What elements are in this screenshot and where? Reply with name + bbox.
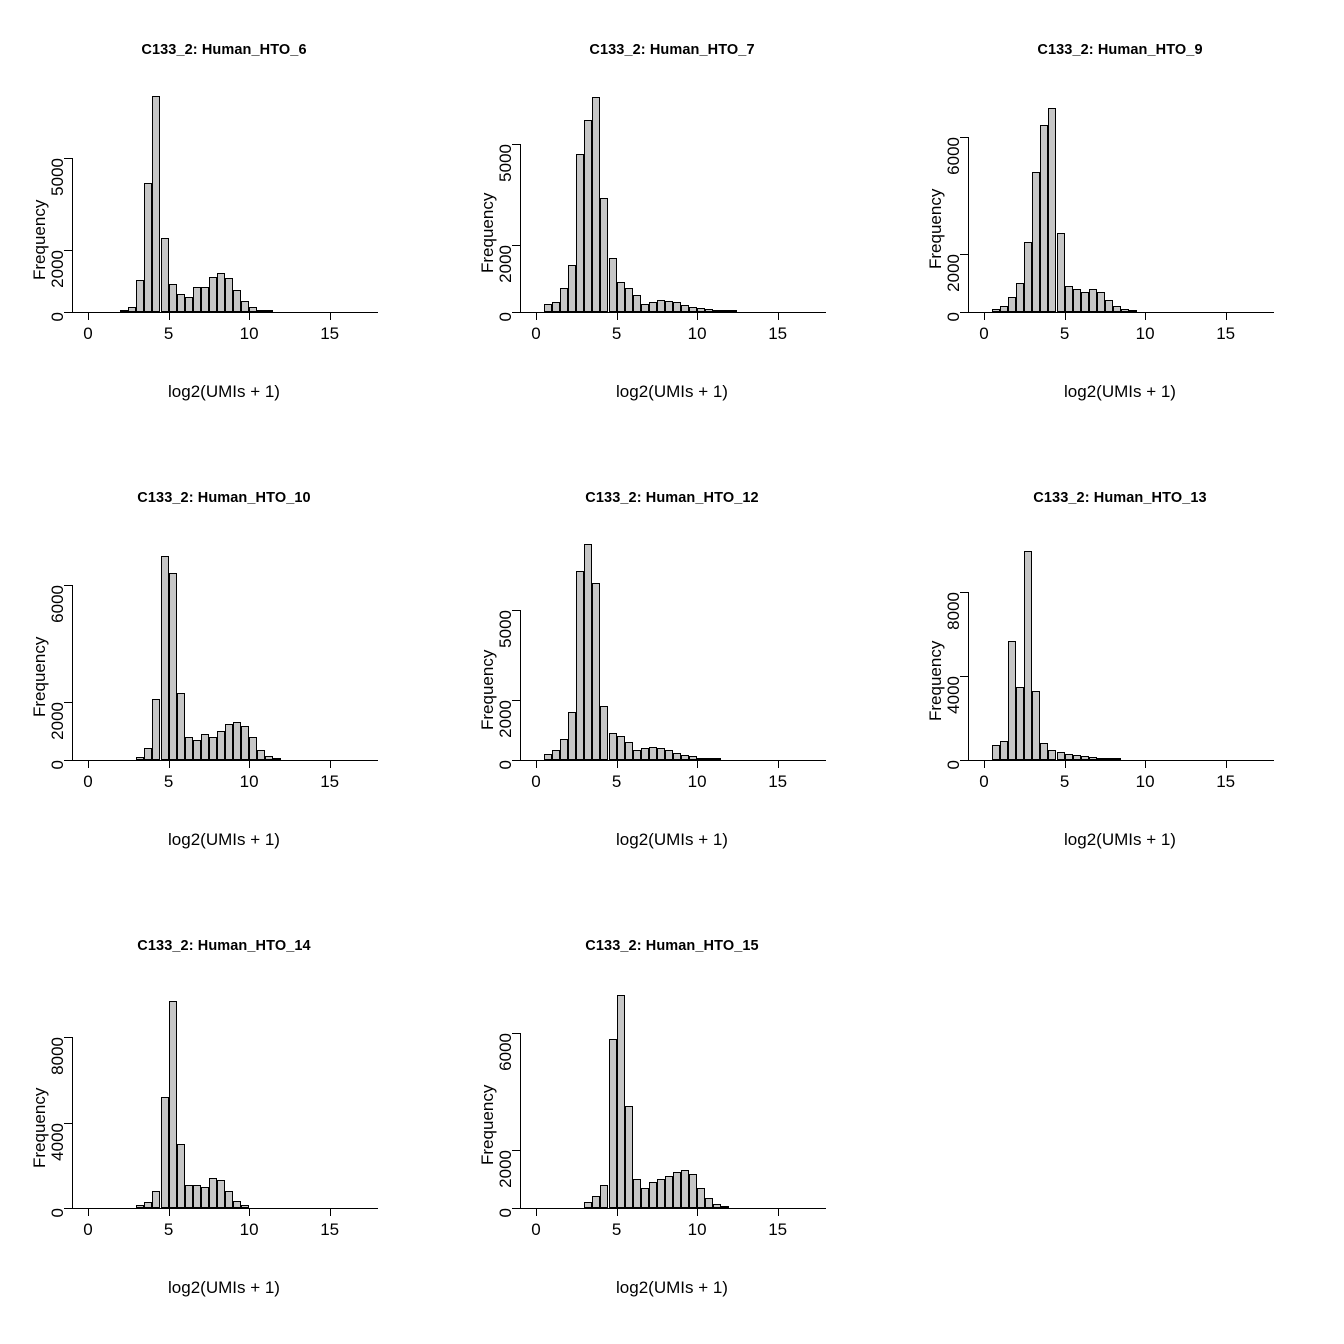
histogram-bar — [201, 1187, 209, 1208]
x-axis-tick-label: 5 — [163, 1220, 174, 1239]
y-axis-tick-label: 0 — [496, 312, 515, 322]
histogram-bar — [193, 287, 201, 312]
histogram-bar — [673, 1172, 681, 1209]
x-axis-tick — [249, 1208, 250, 1216]
x-axis-tick-label: 5 — [163, 324, 174, 343]
histogram-bar — [1016, 283, 1024, 312]
histogram-bar — [193, 1185, 201, 1208]
histogram-bar — [217, 731, 225, 760]
plot-area — [88, 90, 378, 312]
histogram-bar — [177, 294, 185, 313]
histogram-bar — [1065, 286, 1073, 312]
histogram-bar — [609, 733, 617, 760]
x-axis-tick-label: 10 — [239, 1220, 259, 1239]
x-axis-tick — [169, 1208, 170, 1216]
x-axis-tick-label: 15 — [768, 1220, 788, 1239]
histogram-panel — [448, 448, 896, 896]
y-axis-tick-label: 2000 — [496, 1149, 515, 1188]
histogram-bar — [1040, 743, 1048, 760]
x-axis-line — [72, 760, 378, 761]
histogram-bar — [665, 1176, 673, 1208]
x-axis-tick-label: 5 — [611, 324, 622, 343]
x-axis-tick-label: 5 — [163, 772, 174, 791]
x-axis-line — [968, 760, 1274, 761]
plot-area — [536, 986, 826, 1208]
x-axis-tick — [330, 1208, 331, 1216]
plot-area — [88, 538, 378, 760]
x-axis-tick — [1145, 760, 1146, 768]
x-axis-tick — [330, 760, 331, 768]
histogram-bar — [257, 750, 265, 760]
x-axis-tick-label: 10 — [687, 1220, 707, 1239]
x-axis-tick-label: 5 — [611, 772, 622, 791]
y-axis-tick-label: 6000 — [48, 584, 67, 623]
x-axis-tick — [1065, 760, 1066, 768]
histogram-bar — [600, 1185, 608, 1208]
histogram-bar — [617, 736, 625, 760]
x-axis-tick-label: 15 — [320, 324, 340, 343]
histogram-bar — [681, 1170, 689, 1208]
histogram-bar — [552, 750, 560, 761]
x-axis-tick — [88, 760, 89, 768]
y-axis-tick-label: 0 — [48, 1208, 67, 1218]
y-axis-line — [72, 158, 73, 312]
histogram-bar — [657, 748, 665, 760]
x-axis-tick-label: 10 — [687, 324, 707, 343]
y-axis-line — [72, 1037, 73, 1208]
y-axis-title: Frequency — [30, 637, 49, 718]
histogram-bar — [560, 739, 568, 760]
y-axis-tick-label: 6000 — [944, 136, 963, 175]
histogram-bar — [161, 556, 169, 760]
histogram-bar — [225, 1191, 233, 1208]
y-axis-line — [520, 610, 521, 760]
x-axis-line — [520, 312, 826, 313]
y-axis-tick-label: 4000 — [944, 676, 963, 715]
histogram-bar — [144, 748, 152, 760]
histogram-bar — [673, 302, 681, 312]
histogram-bar — [169, 573, 177, 760]
x-axis-title: log2(UMIs + 1) — [616, 1278, 728, 1297]
y-axis-title: Frequency — [478, 649, 497, 730]
panel-title: C133_2: Human_HTO_12 — [585, 490, 759, 506]
histogram-bar — [1048, 108, 1056, 312]
panel-title: C133_2: Human_HTO_10 — [137, 490, 311, 506]
histogram-bar — [201, 287, 209, 312]
plot-area — [536, 538, 826, 760]
x-axis-tick-label: 10 — [239, 772, 259, 791]
histogram-bar — [544, 304, 552, 312]
histogram-panel — [896, 0, 1344, 448]
histogram-bar — [617, 282, 625, 312]
x-axis-title: log2(UMIs + 1) — [168, 1278, 280, 1297]
x-axis-tick — [617, 312, 618, 320]
x-axis-tick-label: 0 — [979, 772, 989, 791]
y-axis-title: Frequency — [30, 1087, 49, 1168]
x-axis-tick — [778, 1208, 779, 1216]
plot-area — [88, 986, 378, 1208]
histogram-panel — [448, 0, 896, 448]
histogram-bar — [1081, 292, 1089, 312]
histogram-panel — [0, 896, 448, 1344]
histogram-bar — [584, 120, 592, 312]
histogram-bar — [568, 712, 576, 760]
x-axis-tick-label: 0 — [979, 324, 989, 343]
histogram-bar — [1073, 289, 1081, 312]
histogram-bar — [169, 284, 177, 312]
x-axis-tick-label: 10 — [1135, 324, 1155, 343]
x-axis-line — [520, 760, 826, 761]
x-axis-tick-label: 15 — [320, 1220, 340, 1239]
histogram-bar — [617, 995, 625, 1208]
x-axis-title: log2(UMIs + 1) — [1064, 382, 1176, 401]
panel-title: C133_2: Human_HTO_6 — [141, 42, 307, 58]
x-axis-tick-label: 0 — [83, 324, 93, 343]
histogram-bar — [568, 265, 576, 312]
y-axis-tick-label: 8000 — [48, 1037, 67, 1076]
histogram-bar — [592, 97, 600, 312]
histogram-bar — [649, 1182, 657, 1208]
histogram-bar — [681, 305, 689, 312]
y-axis-tick-label: 0 — [944, 312, 963, 322]
x-axis-tick — [249, 312, 250, 320]
y-axis-tick-label: 0 — [48, 312, 67, 322]
histogram-bar — [697, 1188, 705, 1208]
y-axis-tick-label: 5000 — [496, 143, 515, 182]
x-axis-tick-label: 15 — [768, 324, 788, 343]
histogram-bar — [609, 1039, 617, 1208]
x-axis-tick — [169, 760, 170, 768]
histogram-bar — [633, 1179, 641, 1208]
histogram-bar — [576, 154, 584, 312]
x-axis-tick-label: 15 — [1216, 772, 1236, 791]
histogram-bar — [1024, 242, 1032, 312]
x-axis-tick-label: 10 — [1135, 772, 1155, 791]
plot-area — [984, 538, 1274, 760]
panel-title: C133_2: Human_HTO_15 — [585, 938, 759, 954]
histogram-bar — [665, 301, 673, 312]
x-axis-tick — [697, 1208, 698, 1216]
histogram-bar — [649, 747, 657, 761]
histogram-bar — [144, 183, 152, 313]
histogram-bar — [152, 96, 160, 312]
histogram-bar — [576, 571, 584, 760]
histogram-bar — [689, 1174, 697, 1208]
histogram-bar — [209, 737, 217, 760]
x-axis-tick — [617, 1208, 618, 1216]
panel-title: C133_2: Human_HTO_7 — [589, 42, 755, 58]
y-axis-title: Frequency — [926, 640, 945, 722]
histogram-bar — [600, 198, 608, 312]
histogram-bar — [225, 724, 233, 761]
histogram-bar — [625, 1106, 633, 1208]
x-axis-tick — [330, 312, 331, 320]
x-axis-title: log2(UMIs + 1) — [616, 830, 728, 849]
histogram-bar — [233, 722, 241, 760]
x-axis-title: log2(UMIs + 1) — [168, 382, 280, 401]
y-axis-tick-label: 2000 — [48, 250, 67, 289]
y-axis-tick-label: 2000 — [496, 700, 515, 738]
histogram-bar — [1016, 687, 1024, 760]
x-axis-line — [72, 1208, 378, 1209]
x-axis-tick-label: 0 — [83, 772, 93, 791]
x-axis-tick — [617, 760, 618, 768]
x-axis-tick-label: 15 — [768, 772, 788, 791]
histogram-bar — [136, 280, 144, 312]
x-axis-tick — [1145, 312, 1146, 320]
y-axis-tick-label: 5000 — [496, 610, 515, 648]
y-axis-title: Frequency — [926, 189, 945, 270]
x-axis-tick — [1226, 312, 1227, 320]
x-axis-title: log2(UMIs + 1) — [1064, 830, 1176, 849]
histogram-bar — [633, 750, 641, 761]
x-axis-tick-label: 0 — [531, 772, 541, 791]
histogram-bar — [217, 1180, 225, 1208]
histogram-bar — [193, 740, 201, 760]
y-axis-title: Frequency — [30, 199, 49, 280]
histogram-bar — [169, 1001, 177, 1208]
x-axis-tick — [697, 760, 698, 768]
y-axis-tick-label: 2000 — [944, 253, 963, 292]
histogram-bar — [209, 277, 217, 312]
plot-area — [536, 90, 826, 312]
histogram-bar — [217, 273, 225, 312]
y-axis-tick-label: 0 — [496, 1208, 515, 1218]
histogram-bar — [641, 1188, 649, 1208]
histogram-bar — [673, 753, 681, 761]
y-axis-tick-label: 2000 — [48, 701, 67, 740]
y-axis-line — [520, 1033, 521, 1208]
y-axis-tick-label: 0 — [48, 760, 67, 770]
y-axis-tick-label: 5000 — [48, 157, 67, 196]
x-axis-tick-label: 10 — [687, 772, 707, 791]
histogram-panel — [896, 448, 1344, 896]
histogram-bar — [609, 258, 617, 312]
x-axis-tick-label: 15 — [320, 772, 340, 791]
y-axis-tick-label: 0 — [496, 760, 515, 770]
histogram-bar — [600, 706, 608, 760]
x-axis-tick-label: 10 — [239, 324, 259, 343]
x-axis-tick — [88, 1208, 89, 1216]
histogram-bar — [161, 1097, 169, 1208]
x-axis-tick-label: 0 — [83, 1220, 93, 1239]
histogram-bar — [1032, 691, 1040, 760]
x-axis-tick-label: 0 — [531, 324, 541, 343]
histogram-bar — [152, 699, 160, 760]
histogram-bar — [152, 1191, 160, 1208]
histogram-bar — [177, 693, 185, 760]
histogram-bar — [161, 238, 169, 312]
histogram-bar — [225, 278, 233, 312]
x-axis-line — [520, 1208, 826, 1209]
histogram-bar — [1040, 125, 1048, 312]
y-axis-title: Frequency — [478, 192, 497, 273]
plot-area — [984, 90, 1274, 312]
histogram-bar — [657, 1179, 665, 1208]
x-axis-tick — [536, 760, 537, 768]
x-axis-tick — [1065, 312, 1066, 320]
y-axis-line — [968, 592, 969, 760]
histogram-bar — [1057, 752, 1065, 760]
histogram-bar — [641, 304, 649, 312]
histogram-bar — [249, 737, 257, 760]
panel-title: C133_2: Human_HTO_9 — [1037, 42, 1203, 58]
x-axis-title: log2(UMIs + 1) — [616, 382, 728, 401]
histogram-bar — [705, 1198, 713, 1208]
histogram-bar — [584, 544, 592, 760]
histogram-bar — [1032, 172, 1040, 312]
histogram-bar — [649, 302, 657, 312]
histogram-bar — [177, 1144, 185, 1208]
x-axis-tick — [536, 312, 537, 320]
histogram-bar — [185, 737, 193, 760]
y-axis-tick-label: 2000 — [496, 244, 515, 283]
x-axis-title: log2(UMIs + 1) — [168, 830, 280, 849]
histogram-bar — [560, 288, 568, 312]
histogram-bar — [641, 748, 649, 760]
y-axis-line — [968, 137, 969, 312]
x-axis-tick — [1226, 760, 1227, 768]
panel-title: C133_2: Human_HTO_14 — [137, 938, 311, 954]
histogram-bar — [552, 302, 560, 312]
x-axis-tick-label: 15 — [1216, 324, 1236, 343]
y-axis-title: Frequency — [478, 1085, 497, 1166]
x-axis-line — [72, 312, 378, 313]
histogram-bar — [233, 1201, 241, 1208]
histogram-bar — [1008, 641, 1016, 760]
x-axis-tick — [697, 312, 698, 320]
histogram-bar — [209, 1178, 217, 1208]
panel-title: C133_2: Human_HTO_13 — [1033, 490, 1207, 506]
histogram-bar — [185, 297, 193, 312]
histogram-bar — [657, 300, 665, 312]
x-axis-tick — [778, 760, 779, 768]
x-axis-tick — [249, 760, 250, 768]
histogram-bar — [201, 734, 209, 760]
histogram-bar — [625, 742, 633, 760]
y-axis-tick-label: 4000 — [48, 1122, 67, 1161]
y-axis-tick-label: 8000 — [944, 592, 963, 631]
histogram-bar — [592, 1196, 600, 1208]
histogram-bar — [625, 288, 633, 312]
histogram-bar — [1105, 300, 1113, 312]
x-axis-tick-label: 5 — [1059, 772, 1070, 791]
x-axis-tick-label: 5 — [611, 1220, 622, 1239]
x-axis-tick — [778, 312, 779, 320]
histogram-bar — [1008, 297, 1016, 312]
x-axis-tick-label: 5 — [1059, 324, 1070, 343]
histogram-bar — [1000, 741, 1008, 760]
histogram-bar — [1048, 750, 1056, 760]
histogram-bar — [1024, 551, 1032, 760]
y-axis-tick-label: 0 — [944, 760, 963, 770]
y-axis-line — [520, 144, 521, 312]
x-axis-line — [968, 312, 1274, 313]
histogram-bar — [185, 1185, 193, 1208]
histogram-bar — [233, 290, 241, 312]
y-axis-tick-label: 6000 — [496, 1032, 515, 1071]
histogram-bar — [241, 301, 249, 312]
histogram-bar — [665, 750, 673, 761]
x-axis-tick — [536, 1208, 537, 1216]
histogram-panel — [0, 0, 448, 448]
x-axis-tick — [984, 312, 985, 320]
y-axis-line — [72, 585, 73, 760]
x-axis-tick — [984, 760, 985, 768]
histogram-bar — [592, 583, 600, 760]
x-axis-tick — [169, 312, 170, 320]
x-axis-tick — [88, 312, 89, 320]
histogram-panel — [0, 448, 448, 896]
histogram-bar — [633, 295, 641, 312]
histogram-bar — [1089, 289, 1097, 312]
histogram-bar — [241, 726, 249, 760]
histogram-bar — [1057, 233, 1065, 312]
histogram-bar — [1097, 292, 1105, 312]
x-axis-tick-label: 0 — [531, 1220, 541, 1239]
histogram-bar — [992, 745, 1000, 760]
histogram-panel — [448, 896, 896, 1344]
